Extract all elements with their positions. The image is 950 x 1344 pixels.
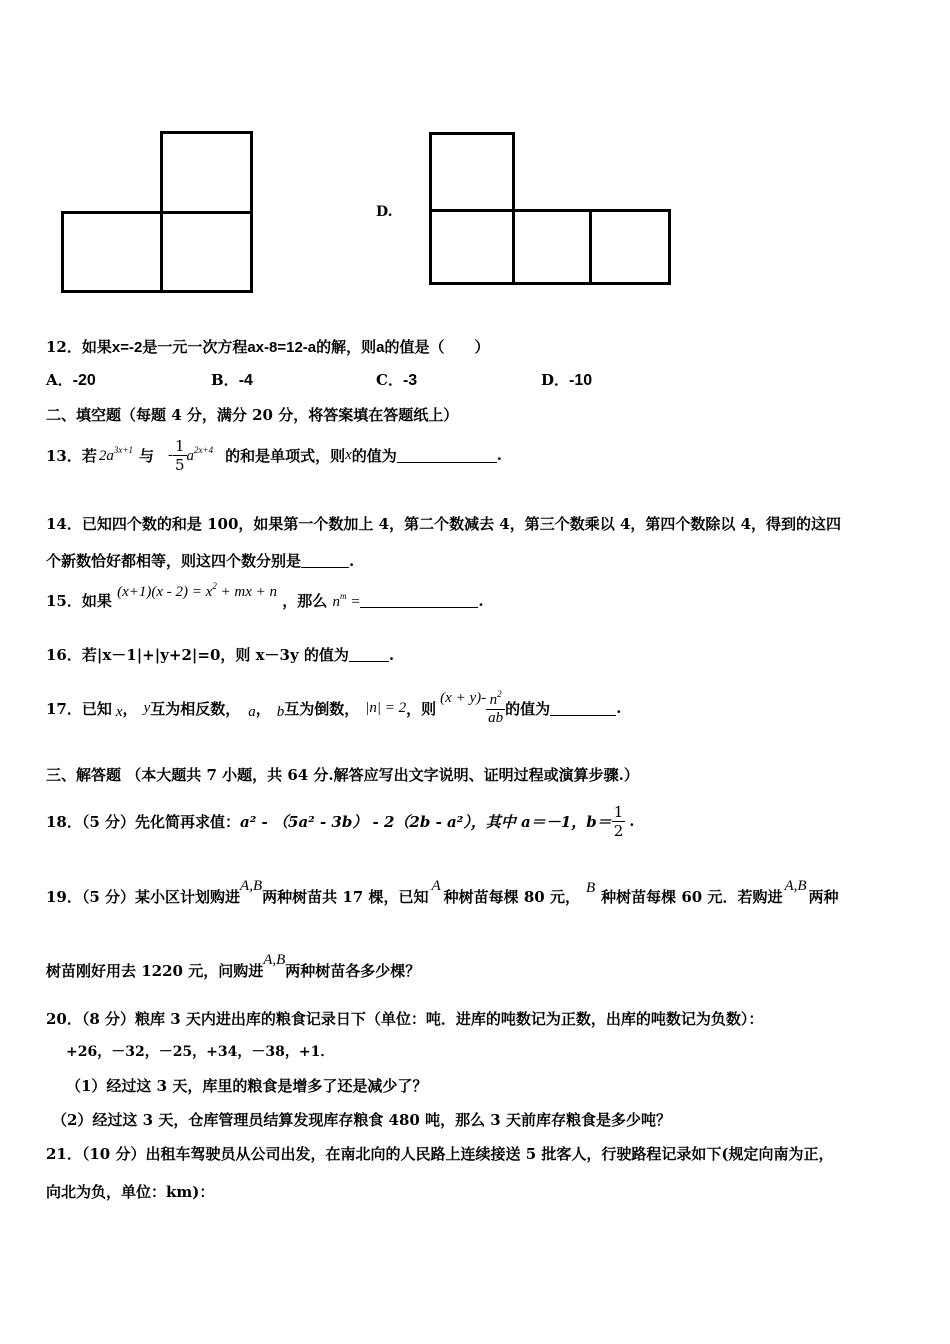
q17-b: b bbox=[276, 703, 285, 720]
option-label: D． bbox=[541, 371, 570, 389]
q17-fraction: $\frac{n^2}{ab}$ bbox=[488, 689, 504, 726]
q14-end: . bbox=[349, 552, 355, 570]
q17-expr: (x + y)- bbox=[440, 689, 487, 706]
q12-post: 的值是（ ） bbox=[384, 338, 490, 356]
q17-t4: 的值为 bbox=[505, 699, 551, 718]
q16-end: . bbox=[388, 646, 395, 664]
q17-end: . bbox=[616, 699, 622, 717]
q15-mid: ，那么 bbox=[282, 592, 328, 610]
option-label: B． bbox=[211, 371, 239, 389]
q16-answer-blank[interactable] bbox=[349, 647, 389, 662]
q19-b: B bbox=[585, 880, 596, 896]
q12-pre: 12．如果 bbox=[46, 338, 112, 356]
question-15 bbox=[46, 581, 484, 611]
figure-c-square-right bbox=[160, 211, 253, 293]
q13-neg: - bbox=[167, 446, 173, 463]
q12-option-c[interactable] bbox=[376, 369, 417, 390]
q15-pre: 15．如果 bbox=[46, 592, 112, 610]
q12-mid: 是一元一次方程 bbox=[142, 338, 248, 356]
q12-option-a[interactable] bbox=[46, 369, 96, 390]
figure-d-square-3 bbox=[589, 209, 671, 285]
q18-pre: 18．（5 分）先化简再求值： bbox=[46, 812, 241, 831]
q12-mid2: 的解，则 bbox=[316, 338, 377, 356]
question-20-line-1: 20．（8 分）粮库 3 天内进出库的粮食记录日下（单位：吨．进库的吨数记为正数，出库的吨数记为负数）： bbox=[46, 1010, 764, 1028]
q17-abs: |n| = 2 bbox=[365, 699, 407, 716]
figure-d-square-1 bbox=[429, 209, 515, 285]
q13-var: x bbox=[345, 446, 352, 463]
q19-t1: 两种树苗共 17 棵，已知 bbox=[262, 888, 429, 906]
section-3-heading: 三、解答题 （本大题共 7 小题，共 64 分.解答应写出文字说明、证明过程或演算步骤.） bbox=[46, 766, 639, 784]
q12-option-b[interactable] bbox=[211, 369, 253, 390]
q18-expression: a² - （5a² - 3b） - 2（2b - a²），其中 a＝－1，b＝ bbox=[240, 812, 612, 831]
figure-d-square-2 bbox=[512, 209, 592, 285]
option-value: -20 bbox=[72, 372, 96, 389]
figure-d-square-top bbox=[429, 132, 515, 212]
option-label: C． bbox=[376, 371, 403, 389]
q12-option-d[interactable] bbox=[541, 369, 592, 390]
option-d-label: D. bbox=[376, 204, 393, 220]
q12-eq1: x=-2 bbox=[111, 339, 143, 356]
q19-ab-1: A,B bbox=[240, 878, 263, 894]
q13-pre: 13．若 bbox=[46, 446, 97, 465]
q15-answer-blank[interactable] bbox=[360, 593, 478, 608]
question-19-line-2 bbox=[46, 952, 421, 981]
q17-t3: ，则 bbox=[406, 699, 437, 718]
question-12 bbox=[46, 336, 490, 357]
question-16 bbox=[46, 644, 394, 665]
q14-answer-blank[interactable] bbox=[301, 553, 349, 568]
q14-line2-text: 个新数恰好都相等，则这四个数分别是 bbox=[46, 552, 302, 570]
q15-nm: $n^m$ = bbox=[332, 591, 361, 610]
question-20-sub-2: （2）经过这 3 天，仓库管理员结算发现库存粮食 480 吨，那么 3 天前库存粮食是多少吨？ bbox=[52, 1111, 671, 1129]
question-20-values: +26，－32，－25，+34，－38，+1． bbox=[66, 1044, 335, 1060]
q17-pre: 17．已知 bbox=[46, 699, 112, 718]
option-value: -4 bbox=[238, 372, 253, 389]
q19-t4: 两种 bbox=[808, 888, 839, 906]
q17-t1: 互为相反数， bbox=[150, 699, 241, 718]
q13-post2: 的值为 bbox=[351, 446, 397, 465]
q19-line2-post: 两种树苗各多少棵？ bbox=[285, 962, 421, 980]
q19-line2-pre: 树苗刚好用去 1220 元，问购进 bbox=[46, 962, 264, 980]
q15-expression: $(x+1)(x - 2) = x^2$ + mx + n bbox=[117, 581, 278, 600]
q13-post: 的和是单项式，则 bbox=[225, 446, 346, 465]
q17-answer-blank[interactable] bbox=[550, 701, 616, 716]
q17-y: y bbox=[143, 699, 151, 716]
q19-t2: 种树苗每棵 80 元， bbox=[443, 888, 580, 906]
option-label: A． bbox=[46, 371, 73, 389]
section-2-heading: 二、填空题（每题 4 分，满分 20 分，将答案填在答题纸上） bbox=[46, 406, 459, 424]
q12-var-a: a bbox=[376, 339, 385, 356]
q13-mid: 与 bbox=[138, 446, 154, 465]
q13-end: . bbox=[496, 446, 503, 464]
q17-comma2: ， bbox=[255, 699, 271, 718]
q19-ab-3: A,B bbox=[263, 952, 286, 968]
q17-a: a bbox=[248, 703, 256, 720]
figure-c-square-top bbox=[160, 131, 253, 214]
option-value: -3 bbox=[402, 372, 418, 389]
q13-term2: $a^{2x+4}$ bbox=[186, 445, 214, 464]
q16-text: 16．若|x－1|+|y+2|=0，则 x－3y 的值为 bbox=[46, 646, 349, 664]
figure-c-square-left bbox=[61, 211, 163, 293]
q13-answer-blank[interactable] bbox=[397, 448, 497, 463]
question-20-sub-1: （1）经过这 3 天，库里的粮食是增多了还是减少了？ bbox=[66, 1077, 428, 1095]
q13-fraction: $\frac{1}{5}$ bbox=[174, 436, 185, 474]
question-14-line-2 bbox=[46, 550, 354, 571]
question-21-line-1: 21．（10 分）出租车驾驶员从公司出发，在南北向的人民路上连续接送 5 批客人，行驶路程记录如下(规定向南为正， bbox=[46, 1145, 834, 1163]
q19-pre: 19．（5 分）某小区计划购进 bbox=[46, 888, 241, 906]
q12-eq2: ax-8=12-a bbox=[247, 339, 317, 356]
question-21-line-2: 向北为负，单位：km)： bbox=[46, 1183, 215, 1201]
q18-end: . bbox=[629, 812, 635, 830]
question-17 bbox=[46, 678, 621, 738]
q18-fraction: $\frac{1}{2}$ bbox=[613, 802, 624, 840]
question-13 bbox=[46, 430, 502, 480]
option-value: -10 bbox=[569, 372, 593, 389]
question-14-line-1: 14．已知四个数的和是 100，如果第一个数加上 4，第二个数减去 4，第三个数乘以 4，第四个数除以 4，得到的这四 bbox=[46, 515, 842, 533]
q15-end: . bbox=[478, 592, 484, 610]
q17-x: x bbox=[115, 703, 123, 720]
q19-t3: 种树苗每棵 60 元．若购进 bbox=[601, 888, 783, 906]
question-18 bbox=[46, 790, 634, 852]
q19-ab-2: A,B bbox=[784, 878, 807, 894]
question-19-line-1 bbox=[46, 878, 839, 907]
q17-comma: ， bbox=[122, 699, 138, 718]
q17-t2: 互为倒数， bbox=[284, 699, 360, 718]
q19-a: A bbox=[431, 878, 441, 894]
q13-term1: $2a^{3x+1}$ bbox=[98, 445, 133, 464]
